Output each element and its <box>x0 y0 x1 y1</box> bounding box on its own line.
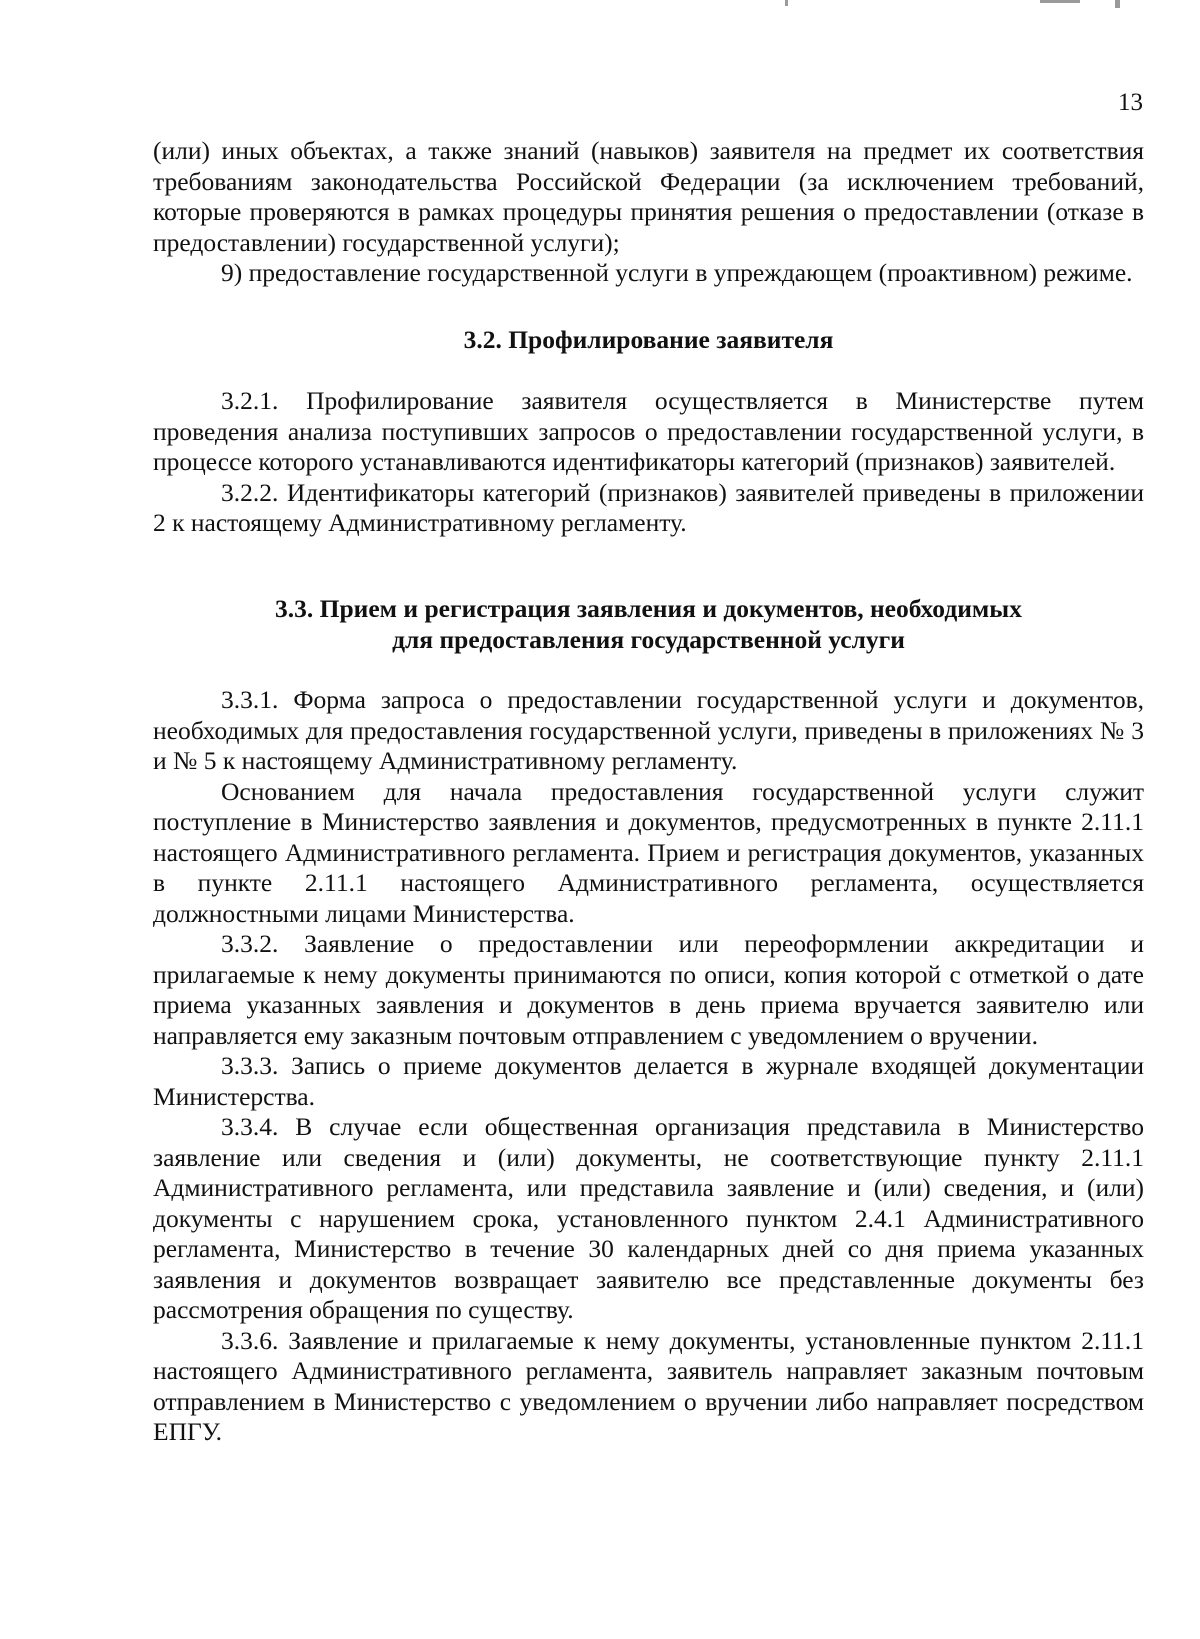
heading-text: 3.2. Профилирование заявителя <box>463 325 834 354</box>
section-3-2-body <box>153 386 1144 539</box>
scan-artifact <box>1115 0 1120 8</box>
section-3-3-body <box>153 685 1144 1448</box>
scan-artifact <box>1040 0 1080 3</box>
page-number: 13 <box>1118 89 1143 116</box>
scan-artifact <box>785 0 788 6</box>
heading-line: 3.3. Прием и регистрация заявления и документов, необходимых <box>275 594 1022 623</box>
paragraph: 3.2.1. Профилирование заявителя осуществляется в Министерстве путем проведения анализа поступивших запросов о предоставлении государственной услуги, в процессе которого устанавливаются идентификаторы категорий (признаков) заявителей. <box>153 386 1144 476</box>
section-heading <box>153 324 1144 355</box>
paragraph: Основанием для начала предоставления государственной услуги служит поступление в Министерство заявления и документов, предусмотренных в пункте 2.11.1 настоящего Административного регламента. Прием и регистрация документов, указанных в пункте 2.11.1 настоящего Административного регламента, осуществляется должностными лицами Министерства. <box>153 776 1144 928</box>
paragraph: 9) предоставление государственной услуги в упреждающем (проактивном) режиме. <box>221 258 1133 287</box>
paragraph: 3.2.2. Идентификаторы категорий (признаков) заявителей приведены в приложении 2 к настоящему Административному регламенту. <box>153 477 1144 537</box>
paragraph: 3.3.2. Заявление о предоставлении или переоформлении аккредитации и прилагаемые к нему документы принимаются по описи, копия которой с отметкой о дате приема указанных заявления и документов в день приема вручается заявителю или направляется ему заказным почтовым отправлением с уведомлением о вручении. <box>153 929 1144 1050</box>
section-heading <box>153 593 1144 655</box>
paragraph: (или) иных объектах, а также знаний (навыков) заявителя на предмет их соответствия требованиям законодательства Российской Федерации (за исключением требований, которые проверяются в рамках процедуры принятия решения о предоставлении (отказе в предоставлении) государственной услуги); <box>153 136 1144 257</box>
heading-line: для предоставления государственной услуги <box>392 625 905 654</box>
paragraph: 3.3.1. Форма запроса о предоставлении государственной услуги и документов, необходимых для предоставления государственной услуги, приведены в приложениях № 3 и № 5 к настоящему Административному регламенту. <box>153 685 1144 775</box>
paragraph: 3.3.3. Запись о приеме документов делается в журнале входящей документации Министерства. <box>153 1051 1144 1111</box>
paragraph: 3.3.4. В случае если общественная организация представила в Министерство заявление или сведения и (или) документы, не соответствующие пункту 2.11.1 Административного регламента, или представила заявление и (или) сведения, и (или) документы с нарушением срока, установленного пунктом 2.4.1 Административного регламента, Министерство в течение 30 календарных дней со дня приема указанных заявления и документов возвращает заявителю все представленные документы без рассмотрения обращения по существу. <box>153 1112 1144 1324</box>
paragraph: 3.3.6. Заявление и прилагаемые к нему документы, установленные пунктом 2.11.1 настоящего Административного регламента, заявитель направляет заказным почтовым отправлением в Министерство с уведомлением о вручении либо направляет посредством ЕПГУ. <box>153 1325 1144 1446</box>
intro-block <box>153 136 1144 289</box>
